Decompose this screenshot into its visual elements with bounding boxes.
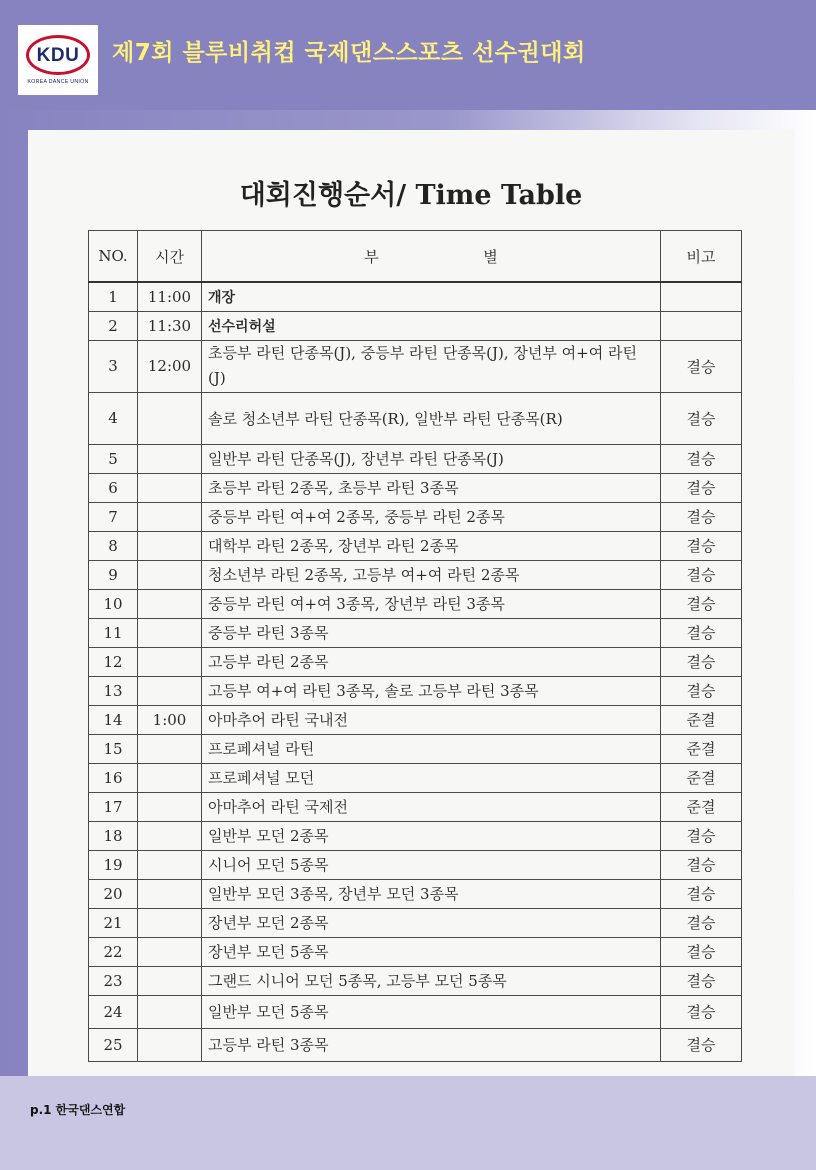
row-no: 10: [89, 589, 138, 618]
column-header-no: NO.: [89, 231, 138, 283]
row-no: 1: [89, 282, 138, 311]
page-footer: p.1 한국댄스연합: [30, 1103, 126, 1117]
row-description: 선수리허설: [202, 311, 661, 340]
table-row: [89, 340, 742, 392]
row-no: 21: [89, 908, 138, 937]
row-no: 16: [89, 763, 138, 792]
row-note: 결승: [661, 589, 742, 618]
logo-subtitle: KOREA DANCE UNION: [27, 79, 89, 85]
row-description: 아마추어 라틴 국내전: [202, 705, 661, 734]
row-no: 23: [89, 966, 138, 995]
row-time: 1:00: [138, 705, 202, 734]
row-description: 프로페셔널 모던: [202, 763, 661, 792]
row-description: 중등부 라틴 여+여 3종목, 장년부 라틴 3종목: [202, 589, 661, 618]
row-description: 초등부 라틴 2종목, 초등부 라틴 3종목: [202, 473, 661, 502]
row-description: 청소년부 라틴 2종목, 고등부 여+여 라틴 2종목: [202, 560, 661, 589]
row-time: 12:00: [138, 340, 202, 392]
row-note: 준결: [661, 734, 742, 763]
row-note: 결승: [661, 995, 742, 1028]
row-time: [138, 879, 202, 908]
row-no: 9: [89, 560, 138, 589]
logo-mark: KDU: [36, 44, 80, 66]
row-description: 아마추어 라틴 국제전: [202, 792, 661, 821]
table-row: [89, 282, 742, 311]
row-note: [661, 311, 742, 340]
row-no: 7: [89, 502, 138, 531]
row-time: [138, 821, 202, 850]
row-description: 고등부 라틴 2종목: [202, 647, 661, 676]
row-note: 결승: [661, 560, 742, 589]
table-row: [89, 734, 742, 763]
row-no: 12: [89, 647, 138, 676]
row-no: 24: [89, 995, 138, 1028]
row-time: [138, 560, 202, 589]
row-description: 개장: [202, 282, 661, 311]
table-row: [89, 1028, 742, 1061]
column-header-note: 비고: [661, 231, 742, 283]
logo-ring-icon: [26, 35, 90, 75]
row-time: [138, 444, 202, 473]
row-description: 대학부 라틴 2종목, 장년부 라틴 2종목: [202, 531, 661, 560]
table-row: [89, 908, 742, 937]
row-note: 결승: [661, 340, 742, 392]
row-time: [138, 792, 202, 821]
row-time: [138, 734, 202, 763]
event-title: 제7회 블루비취컵 국제댄스스포츠 선수권대회: [112, 40, 586, 66]
row-time: [138, 1028, 202, 1061]
row-no: 20: [89, 879, 138, 908]
row-time: 11:00: [138, 282, 202, 311]
footer-band: [0, 1076, 816, 1170]
row-time: [138, 908, 202, 937]
table-row: [89, 763, 742, 792]
row-description: 일반부 모던 3종목, 장년부 모던 3종목: [202, 879, 661, 908]
table-row: [89, 821, 742, 850]
column-header-time: 시간: [138, 231, 202, 283]
table-header-row: [89, 231, 742, 283]
row-description: 초등부 라틴 단종목(J), 중등부 라틴 단종목(J), 장년부 여+여 라틴(J): [202, 340, 661, 392]
table-row: [89, 531, 742, 560]
table-row: [89, 995, 742, 1028]
row-note: 결승: [661, 676, 742, 705]
row-description: 솔로 청소년부 라틴 단종목(R), 일반부 라틴 단종목(R): [202, 392, 661, 444]
row-no: 8: [89, 531, 138, 560]
row-time: [138, 850, 202, 879]
row-description: 일반부 모던 5종목: [202, 995, 661, 1028]
table-row: [89, 966, 742, 995]
row-note: 결승: [661, 850, 742, 879]
row-time: [138, 589, 202, 618]
document-title: 대회진행순서/ Time Table: [239, 180, 583, 211]
kdu-logo: [18, 25, 98, 95]
row-no: 2: [89, 311, 138, 340]
row-description: 일반부 모던 2종목: [202, 821, 661, 850]
row-description: 고등부 여+여 라틴 3종목, 솔로 고등부 라틴 3종목: [202, 676, 661, 705]
table-row: [89, 850, 742, 879]
column-header-division: [202, 231, 661, 283]
table-row: [89, 879, 742, 908]
table-row: [89, 311, 742, 340]
column-header-division-a: 부: [364, 247, 379, 266]
row-time: [138, 763, 202, 792]
document-sheet: [28, 130, 794, 1076]
row-note: 결승: [661, 1028, 742, 1061]
row-no: 3: [89, 340, 138, 392]
table-row: [89, 392, 742, 444]
row-description: 장년부 모던 2종목: [202, 908, 661, 937]
table-row: [89, 502, 742, 531]
row-note: [661, 282, 742, 311]
table-row: [89, 792, 742, 821]
row-note: 결승: [661, 618, 742, 647]
row-time: [138, 937, 202, 966]
row-no: 19: [89, 850, 138, 879]
row-time: [138, 966, 202, 995]
row-note: 준결: [661, 705, 742, 734]
row-note: 결승: [661, 502, 742, 531]
row-note: 결승: [661, 879, 742, 908]
row-no: 17: [89, 792, 138, 821]
row-no: 13: [89, 676, 138, 705]
row-note: 결승: [661, 473, 742, 502]
row-note: 결승: [661, 937, 742, 966]
row-note: 결승: [661, 647, 742, 676]
row-description: 장년부 모던 5종목: [202, 937, 661, 966]
row-description: 프로페셔널 라틴: [202, 734, 661, 763]
row-note: 결승: [661, 908, 742, 937]
row-time: [138, 502, 202, 531]
row-description: 중등부 라틴 3종목: [202, 618, 661, 647]
table-row: [89, 589, 742, 618]
row-description: 시니어 모던 5종목: [202, 850, 661, 879]
column-header-division-b: 별: [483, 247, 498, 266]
row-note: 준결: [661, 792, 742, 821]
row-note: 준결: [661, 763, 742, 792]
row-no: 22: [89, 937, 138, 966]
row-time: [138, 618, 202, 647]
row-time: [138, 647, 202, 676]
row-note: 결승: [661, 821, 742, 850]
time-table: [88, 230, 742, 1062]
row-no: 14: [89, 705, 138, 734]
row-no: 18: [89, 821, 138, 850]
row-no: 15: [89, 734, 138, 763]
row-note: 결승: [661, 966, 742, 995]
row-no: 4: [89, 392, 138, 444]
row-time: [138, 531, 202, 560]
row-note: 결승: [661, 392, 742, 444]
table-row: [89, 444, 742, 473]
row-description: 고등부 라틴 3종목: [202, 1028, 661, 1061]
row-time: [138, 995, 202, 1028]
row-no: 25: [89, 1028, 138, 1061]
row-time: [138, 392, 202, 444]
row-no: 11: [89, 618, 138, 647]
row-time: 11:30: [138, 311, 202, 340]
row-description: 중등부 라틴 여+여 2종목, 중등부 라틴 2종목: [202, 502, 661, 531]
table-row: [89, 705, 742, 734]
table-row: [89, 937, 742, 966]
table-row: [89, 647, 742, 676]
row-description: 일반부 라틴 단종목(J), 장년부 라틴 단종목(J): [202, 444, 661, 473]
table-row: [89, 618, 742, 647]
row-time: [138, 473, 202, 502]
table-row: [89, 473, 742, 502]
row-no: 6: [89, 473, 138, 502]
table-row: [89, 676, 742, 705]
row-no: 5: [89, 444, 138, 473]
row-note: 결승: [661, 531, 742, 560]
row-description: 그랜드 시니어 모던 5종목, 고등부 모던 5종목: [202, 966, 661, 995]
row-time: [138, 676, 202, 705]
row-note: 결승: [661, 444, 742, 473]
table-row: [89, 560, 742, 589]
